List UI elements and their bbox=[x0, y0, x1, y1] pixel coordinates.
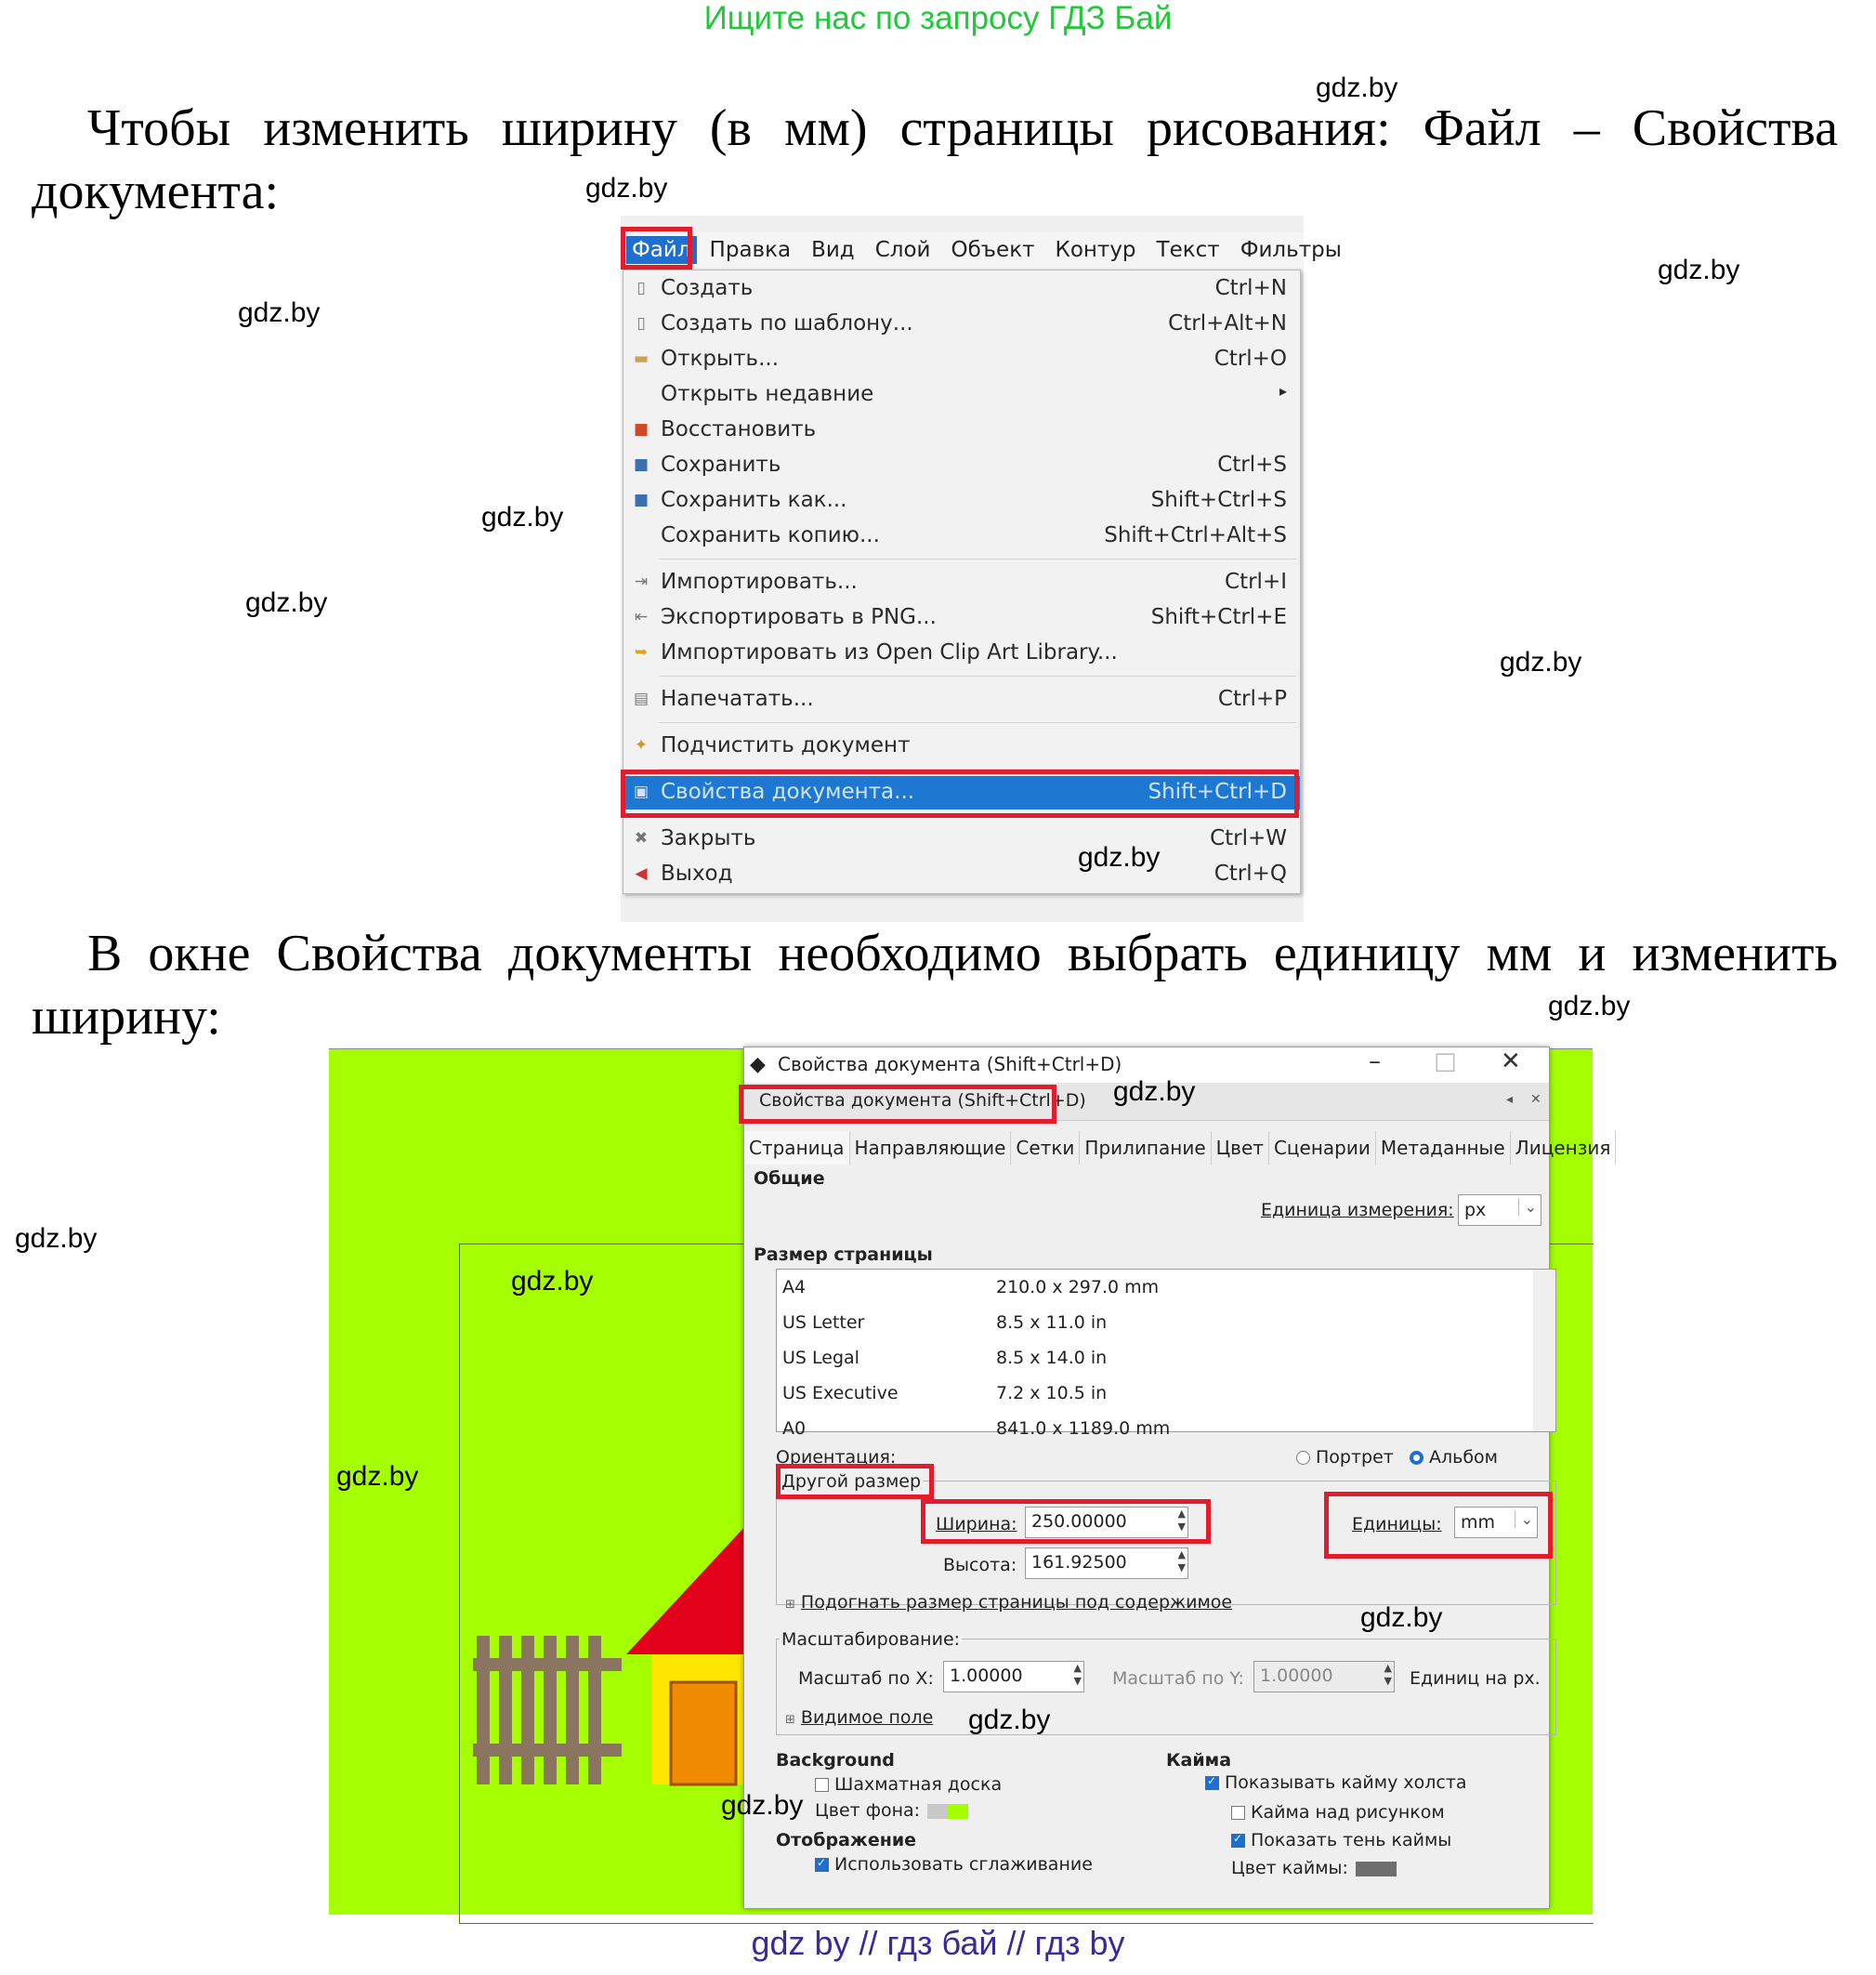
portrait-radio[interactable] bbox=[1296, 1447, 1394, 1468]
paragraph-intro: Чтобы изменить ширину (в мм) страницы рисования: Файл – Свойства документа: bbox=[32, 99, 1838, 220]
menu-item-label: Выход bbox=[661, 862, 733, 886]
checkbox-icon bbox=[815, 1778, 829, 1792]
radio-icon bbox=[1410, 1451, 1423, 1465]
border-shadow-label: Показать тень каймы bbox=[1251, 1830, 1452, 1850]
menu-item-import-clipart[interactable] bbox=[623, 637, 1300, 670]
menu-item-new-from-template[interactable] bbox=[623, 308, 1300, 341]
menu-view[interactable]: Вид bbox=[811, 238, 855, 262]
menu-path[interactable]: Контур bbox=[1055, 238, 1136, 262]
watermark: gdz.by bbox=[1078, 842, 1161, 873]
save-as-icon: ■ bbox=[633, 491, 649, 509]
viewbox-expander[interactable] bbox=[785, 1707, 933, 1728]
dialog-title: Свойства документа (Shift+Ctrl+D) bbox=[778, 1053, 1122, 1075]
menu-item-print[interactable] bbox=[623, 683, 1300, 717]
expand-icon: ⊞ bbox=[785, 1713, 795, 1727]
menu-layer[interactable]: Слой bbox=[874, 238, 931, 262]
border-shadow-checkbox[interactable] bbox=[1231, 1830, 1451, 1850]
chevron-down-icon: ⌄ bbox=[1518, 1198, 1537, 1216]
import-icon: ⇥ bbox=[634, 573, 649, 591]
menu-separator bbox=[659, 676, 1296, 677]
watermark: gdz.by bbox=[15, 1223, 98, 1254]
menu-edit[interactable]: Правка bbox=[709, 238, 792, 262]
scale-y-input bbox=[1253, 1661, 1395, 1692]
menu-separator bbox=[659, 722, 1296, 723]
watermark: gdz.by bbox=[968, 1705, 1051, 1735]
page-size-value: 8.5 x 11.0 in bbox=[996, 1312, 1108, 1333]
revert-icon: ■ bbox=[633, 420, 649, 439]
menu-item-quit[interactable] bbox=[623, 858, 1300, 891]
custom-size-label: Другой размер bbox=[781, 1471, 922, 1492]
portrait-label: Портрет bbox=[1316, 1447, 1394, 1468]
viewbox-label: Видимое поле bbox=[800, 1707, 934, 1728]
watermark: gdz.by bbox=[1548, 991, 1631, 1021]
menu-bar bbox=[621, 232, 1342, 268]
file-menu-screenshot bbox=[621, 216, 1342, 922]
fit-page-expander[interactable] bbox=[785, 1592, 1232, 1613]
menu-item-open[interactable] bbox=[623, 343, 1300, 376]
bg-color-swatch[interactable] bbox=[927, 1804, 968, 1819]
template-icon: ▯ bbox=[636, 314, 646, 333]
border-on-top-checkbox[interactable] bbox=[1231, 1802, 1445, 1823]
bg-color-row bbox=[815, 1800, 968, 1821]
checkbox-icon bbox=[1231, 1806, 1245, 1820]
landscape-label: Альбом bbox=[1429, 1447, 1499, 1468]
antialias-label: Использовать сглаживание bbox=[834, 1854, 1093, 1875]
height-label: Высота: bbox=[943, 1555, 1017, 1575]
menu-item-label: Открыть недавние bbox=[661, 382, 874, 406]
watermark: gdz.by bbox=[511, 1266, 594, 1297]
menu-item-shortcut: Ctrl+I bbox=[1225, 570, 1287, 594]
units-per-px-label: Единиц на px. bbox=[1410, 1668, 1541, 1689]
menu-filters[interactable]: Фильтры bbox=[1240, 238, 1342, 262]
watermark: gdz.by bbox=[481, 502, 564, 533]
export-icon: ⇤ bbox=[634, 608, 649, 626]
watermark: gdz.by bbox=[245, 587, 328, 618]
tab-color[interactable]: Цвет bbox=[1212, 1131, 1269, 1165]
landscape-radio[interactable] bbox=[1410, 1447, 1498, 1468]
checkerboard-label: Шахматная доска bbox=[834, 1774, 1003, 1795]
fence-drawing bbox=[473, 1636, 622, 1784]
orientation-label: Ориентация: bbox=[776, 1447, 897, 1468]
dock-title: Свойства документа (Shift+Ctrl+D) bbox=[759, 1090, 1086, 1111]
list-item[interactable] bbox=[782, 1312, 1108, 1333]
page-size-name: US Legal bbox=[782, 1348, 859, 1368]
menu-item-export-png[interactable] bbox=[623, 601, 1300, 635]
checkbox-icon bbox=[815, 1858, 829, 1872]
menu-item-label: Создать bbox=[661, 276, 754, 300]
page-size-list[interactable] bbox=[776, 1269, 1556, 1439]
menu-separator bbox=[659, 559, 1296, 560]
page-size-value: 841.0 x 1189.0 mm bbox=[996, 1418, 1171, 1439]
menu-item-label: Импортировать из Open Clip Art Library... bbox=[661, 640, 1118, 665]
close-icon: ✖ bbox=[634, 829, 649, 848]
dock-detach-icon[interactable]: ◂ bbox=[1506, 1092, 1514, 1107]
print-icon: ▤ bbox=[633, 690, 649, 708]
width-label: Ширина: bbox=[936, 1514, 1017, 1534]
units-value: mm bbox=[1461, 1512, 1496, 1533]
menu-item-open-recent[interactable] bbox=[623, 378, 1300, 412]
exit-icon: ◀ bbox=[635, 864, 648, 883]
menu-item-new[interactable] bbox=[623, 272, 1300, 306]
close-icon[interactable]: ✕ bbox=[1501, 1047, 1521, 1075]
watermark: gdz.by bbox=[336, 1461, 419, 1492]
display-units-value: px bbox=[1464, 1200, 1487, 1220]
menu-item-shortcut: Ctrl+P bbox=[1217, 687, 1287, 711]
menu-item-save-copy[interactable] bbox=[623, 520, 1300, 553]
border-heading: Кайма bbox=[1166, 1750, 1232, 1771]
menu-item-label: Подчистить документ bbox=[661, 733, 911, 757]
display-heading: Отображение bbox=[776, 1830, 917, 1850]
menu-object[interactable]: Объект bbox=[951, 238, 1035, 262]
menu-item-label: Напечатать... bbox=[661, 687, 814, 711]
paragraph-instruction: В окне Свойства документы необходимо выбрать единицу мм и изменить ширину: bbox=[32, 925, 1838, 1046]
clipart-icon: ➥ bbox=[634, 643, 649, 662]
menu-item-label: Сохранить bbox=[661, 453, 781, 477]
border-color-row bbox=[1231, 1858, 1397, 1878]
antialias-checkbox[interactable] bbox=[815, 1854, 1093, 1875]
menu-item-label: Создать по шаблону... bbox=[661, 311, 913, 336]
spinner-arrows-icon[interactable]: ▲ ▼ bbox=[1177, 1508, 1186, 1533]
search-banner: Ищите нас по запросу ГДЗ Бай bbox=[703, 0, 1173, 36]
tab-license[interactable]: Лицензия bbox=[1511, 1131, 1617, 1165]
menu-item-revert[interactable] bbox=[623, 414, 1300, 447]
scrollbar[interactable] bbox=[1533, 1270, 1555, 1431]
menu-item-shortcut: Shift+Ctrl+D bbox=[1148, 780, 1287, 804]
menu-item-shortcut: Shift+Ctrl+E bbox=[1150, 605, 1287, 629]
general-heading: Общие bbox=[754, 1168, 825, 1189]
save-icon: ■ bbox=[633, 455, 649, 474]
scale-x-value: 1.00000 bbox=[950, 1666, 1023, 1686]
spinner-arrows-icon: ▲ ▼ bbox=[1384, 1662, 1392, 1687]
list-item[interactable] bbox=[782, 1383, 1108, 1403]
chevron-down-icon: ⌄ bbox=[1515, 1510, 1533, 1528]
scale-x-input[interactable] bbox=[943, 1661, 1084, 1692]
menu-item-shortcut: Ctrl+S bbox=[1217, 453, 1287, 477]
footer-watermark: gdz by // гдз бай // гдз by bbox=[751, 1924, 1125, 1962]
fit-label: Подогнать размер страницы под содержимое bbox=[800, 1592, 1233, 1613]
document-properties-dialog bbox=[743, 1047, 1611, 1909]
background-heading: Background bbox=[776, 1750, 895, 1771]
menu-item-shortcut: Ctrl+W bbox=[1210, 826, 1287, 850]
highlight-units bbox=[1324, 1492, 1553, 1559]
page-size-name: A0 bbox=[782, 1418, 807, 1439]
watermark: gdz.by bbox=[1113, 1076, 1196, 1107]
document-properties-screenshot bbox=[329, 1041, 1611, 1915]
radio-icon bbox=[1296, 1451, 1310, 1465]
cleanup-icon: ✦ bbox=[634, 736, 649, 755]
dock-close-icon[interactable]: ✕ bbox=[1530, 1092, 1541, 1107]
menu-item-label: Импортировать... bbox=[661, 570, 858, 594]
bg-color-label: Цвет фона: bbox=[815, 1800, 921, 1821]
border-on-top-label: Кайма над рисунком bbox=[1251, 1802, 1445, 1823]
border-color-label: Цвет каймы: bbox=[1231, 1858, 1348, 1878]
watermark: gdz.by bbox=[1500, 647, 1582, 678]
menu-item-label: Сохранить как... bbox=[661, 488, 847, 512]
highlight-document-properties bbox=[621, 770, 1299, 818]
menu-item-cleanup[interactable] bbox=[623, 730, 1300, 763]
menu-item-shortcut: Ctrl+N bbox=[1214, 276, 1287, 300]
scale-heading: Масштабирование: bbox=[781, 1629, 961, 1650]
page-size-value: 210.0 x 297.0 mm bbox=[996, 1277, 1160, 1297]
page-size-name: US Letter bbox=[782, 1312, 865, 1333]
new-document-icon: ▯ bbox=[636, 279, 646, 297]
border-color-swatch[interactable] bbox=[1356, 1862, 1397, 1876]
display-units-select[interactable] bbox=[1458, 1194, 1541, 1226]
watermark: gdz.by bbox=[585, 173, 668, 204]
list-item[interactable] bbox=[782, 1348, 1108, 1368]
watermark: gdz.by bbox=[238, 297, 321, 328]
maximize-icon[interactable]: □ bbox=[1434, 1047, 1457, 1075]
house-drawing bbox=[626, 1487, 747, 1784]
checkbox-icon bbox=[1231, 1834, 1245, 1848]
highlight-custom-size bbox=[776, 1464, 934, 1499]
units-label: Единицы: bbox=[1352, 1514, 1442, 1534]
menu-text[interactable]: Текст bbox=[1156, 238, 1220, 262]
page-size-value: 8.5 x 14.0 in bbox=[996, 1348, 1108, 1368]
scale-y-label: Масштаб по Y: bbox=[1112, 1668, 1244, 1689]
menu-item-close[interactable] bbox=[623, 823, 1300, 856]
page-size-heading: Размер страницы bbox=[754, 1244, 933, 1265]
show-border-checkbox[interactable] bbox=[1205, 1772, 1467, 1793]
menu-item-shortcut: Ctrl+Alt+N bbox=[1168, 311, 1287, 336]
highlight-file-menu bbox=[621, 227, 692, 270]
menu-item-save-as[interactable] bbox=[623, 484, 1300, 518]
page-size-name: A4 bbox=[782, 1277, 807, 1297]
tab-page[interactable]: Страница bbox=[744, 1131, 850, 1165]
open-folder-icon: ▬ bbox=[633, 349, 649, 368]
checkbox-icon bbox=[1205, 1776, 1219, 1790]
height-input[interactable] bbox=[1025, 1547, 1188, 1579]
checkerboard-checkbox[interactable] bbox=[815, 1774, 1002, 1795]
menu-item-shortcut: Ctrl+O bbox=[1213, 347, 1287, 371]
page-size-value: 7.2 x 10.5 in bbox=[996, 1383, 1108, 1403]
expand-icon: ⊞ bbox=[785, 1598, 795, 1612]
inkscape-icon: ◆ bbox=[750, 1053, 766, 1076]
menu-item-label: Восстановить bbox=[661, 417, 817, 441]
display-units-label: Единица измерения: bbox=[1261, 1200, 1454, 1220]
tab-scripting[interactable]: Сценарии bbox=[1269, 1131, 1376, 1165]
watermark: gdz.by bbox=[721, 1790, 804, 1821]
tab-grids[interactable]: Сетки bbox=[1011, 1131, 1080, 1165]
tab-bar bbox=[744, 1131, 1611, 1165]
watermark: gdz.by bbox=[1360, 1602, 1443, 1633]
menu-item-label: Свойства документа... bbox=[661, 780, 915, 804]
list-item[interactable] bbox=[782, 1277, 1160, 1297]
page-size-name: US Executive bbox=[782, 1383, 899, 1403]
menu-item-shortcut: Shift+Ctrl+Alt+S bbox=[1104, 523, 1287, 547]
minimize-icon[interactable]: – bbox=[1369, 1047, 1381, 1075]
menu-item-label: Экспортировать в PNG... bbox=[661, 605, 937, 629]
submenu-arrow-icon: ▸ bbox=[1279, 382, 1287, 400]
menu-item-save[interactable] bbox=[623, 449, 1300, 482]
list-item[interactable] bbox=[782, 1418, 1171, 1439]
height-value: 161.92500 bbox=[1031, 1552, 1127, 1573]
width-value: 250.00000 bbox=[1031, 1511, 1127, 1532]
menu-item-shortcut: Shift+Ctrl+S bbox=[1150, 488, 1287, 512]
show-border-label: Показывать кайму холста bbox=[1225, 1772, 1467, 1793]
tab-guides[interactable]: Направляющие bbox=[850, 1131, 1012, 1165]
scale-y-value: 1.00000 bbox=[1260, 1666, 1333, 1686]
menu-item-import[interactable] bbox=[623, 566, 1300, 599]
scale-x-label: Масштаб по X: bbox=[798, 1668, 934, 1689]
menu-item-label: Сохранить копию... bbox=[661, 523, 880, 547]
document-properties-icon: ▣ bbox=[633, 783, 649, 801]
highlight-dock-title bbox=[739, 1085, 1056, 1124]
menu-item-shortcut: Ctrl+Q bbox=[1213, 862, 1287, 886]
tab-metadata[interactable]: Метаданные bbox=[1376, 1131, 1511, 1165]
spinner-arrows-icon[interactable]: ▲ ▼ bbox=[1177, 1548, 1186, 1573]
watermark: gdz.by bbox=[1316, 72, 1398, 103]
menu-file[interactable]: Файл bbox=[626, 236, 697, 264]
tab-snap[interactable]: Прилипание bbox=[1080, 1131, 1211, 1165]
spinner-arrows-icon[interactable]: ▲ ▼ bbox=[1073, 1662, 1082, 1687]
menu-item-label: Закрыть bbox=[661, 826, 756, 850]
highlight-width bbox=[921, 1499, 1211, 1544]
menu-item-label: Открыть... bbox=[661, 347, 780, 371]
watermark: gdz.by bbox=[1658, 255, 1740, 285]
